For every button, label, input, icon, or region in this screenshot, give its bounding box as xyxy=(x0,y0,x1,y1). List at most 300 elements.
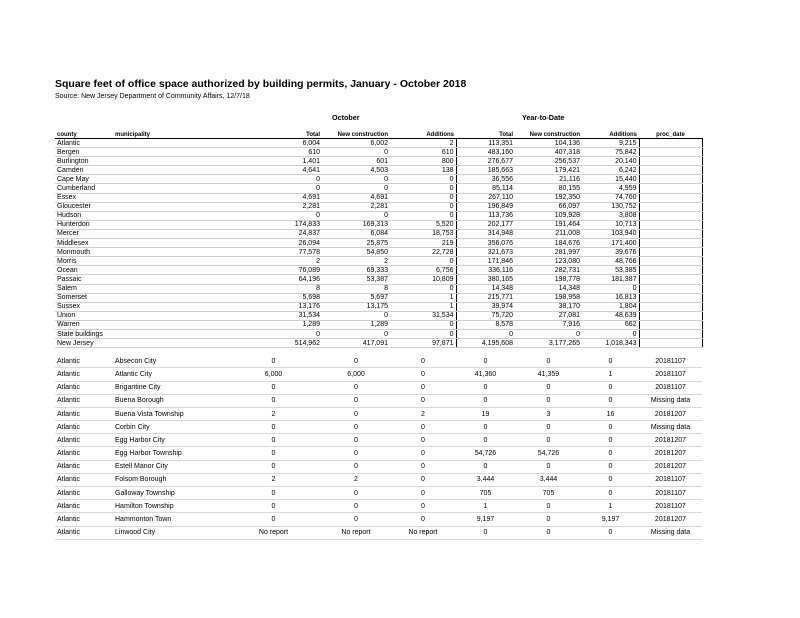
cell-oct-total: 26,094 xyxy=(225,239,322,248)
cell-county: Atlantic xyxy=(55,513,113,526)
cell-oct-additions: 0 xyxy=(390,211,456,220)
cell-oct-new-construction: 0 xyxy=(322,487,390,500)
cell-oct-total: 0 xyxy=(225,460,322,473)
cell-county: Passaic xyxy=(55,275,113,284)
cell-proc-date xyxy=(639,202,702,211)
cell-municipality xyxy=(113,175,225,184)
county-row xyxy=(55,202,702,211)
cell-proc-date: 20181107 xyxy=(639,381,702,394)
cell-ytd-additions: 0 xyxy=(582,487,639,500)
cell-county: Burlington xyxy=(55,157,113,166)
cell-municipality xyxy=(113,329,225,338)
cell-ytd-additions: 9,215 xyxy=(582,139,639,148)
permits-table xyxy=(55,128,703,540)
cell-municipality xyxy=(113,139,225,148)
cell-oct-new-construction: 0 xyxy=(322,421,390,434)
cell-municipality: Brigantine City xyxy=(113,381,225,394)
cell-oct-new-construction: 6,084 xyxy=(322,229,390,238)
cell-municipality: Atlantic City xyxy=(113,368,225,381)
cell-oct-additions: 0 xyxy=(390,381,456,394)
cell-county: Atlantic xyxy=(55,355,113,368)
cell-municipality xyxy=(113,229,225,238)
cell-oct-total: 2 xyxy=(225,257,322,266)
cell-oct-new-construction: 6,000 xyxy=(322,368,390,381)
cell-ytd-new-construction: 0 xyxy=(515,355,582,368)
cell-proc-date: 20181207 xyxy=(639,460,702,473)
cell-oct-new-construction: 0 xyxy=(322,407,390,420)
cell-oct-total: No report xyxy=(225,526,322,539)
cell-county: Union xyxy=(55,311,113,320)
cell-ytd-new-construction: 0 xyxy=(515,329,582,338)
cell-oct-total: 0 xyxy=(225,211,322,220)
municipality-row xyxy=(55,513,702,526)
cell-proc-date xyxy=(639,166,702,175)
cell-ytd-new-construction: 123,080 xyxy=(515,257,582,266)
cell-ytd-new-construction: 191,464 xyxy=(515,220,582,229)
cell-proc-date xyxy=(639,239,702,248)
cell-county: Mercer xyxy=(55,229,113,238)
cell-oct-total: 4,641 xyxy=(225,166,322,175)
cell-proc-date: 20181207 xyxy=(639,407,702,420)
cell-oct-total: 1,289 xyxy=(225,320,322,329)
cell-oct-additions: 5,520 xyxy=(390,220,456,229)
cell-ytd-new-construction: 281,997 xyxy=(515,248,582,257)
cell-oct-additions: 0 xyxy=(390,184,456,193)
cell-ytd-new-construction: 0 xyxy=(515,513,582,526)
cell-ytd-new-construction: 7,916 xyxy=(515,320,582,329)
county-row xyxy=(55,139,702,148)
cell-ytd-new-construction: 3,177,265 xyxy=(515,339,582,348)
cell-oct-new-construction: 54,850 xyxy=(322,248,390,257)
cell-county: Ocean xyxy=(55,266,113,275)
cell-oct-additions: 0 xyxy=(390,202,456,211)
cell-oct-new-construction: 0 xyxy=(322,447,390,460)
cell-oct-total: 0 xyxy=(225,184,322,193)
cell-ytd-total: 321,673 xyxy=(456,248,515,257)
cell-ytd-new-construction: 0 xyxy=(515,434,582,447)
cell-county: Atlantic xyxy=(55,421,113,434)
cell-ytd-total: 0 xyxy=(456,434,515,447)
cell-oct-total: 0 xyxy=(225,500,322,513)
cell-oct-additions: 0 xyxy=(390,460,456,473)
cell-ytd-total: 8,578 xyxy=(456,320,515,329)
cell-ytd-additions: 1 xyxy=(582,368,639,381)
cell-ytd-total: 75,720 xyxy=(456,311,515,320)
cell-ytd-new-construction: 41,359 xyxy=(515,368,582,381)
cell-county: Atlantic xyxy=(55,473,113,486)
cell-oct-additions: 138 xyxy=(390,166,456,175)
cell-oct-total: 0 xyxy=(225,394,322,407)
cell-ytd-new-construction: 0 xyxy=(515,460,582,473)
cell-oct-new-construction: 5,697 xyxy=(322,293,390,302)
cell-municipality xyxy=(113,166,225,175)
cell-proc-date xyxy=(639,320,702,329)
cell-ytd-total: 267,110 xyxy=(456,193,515,202)
cell-municipality: Estell Manor City xyxy=(113,460,225,473)
year-to-date-group-header: Year-to-Date xyxy=(522,113,565,122)
cell-ytd-additions: 0 xyxy=(582,421,639,434)
cell-oct-additions: 0 xyxy=(390,394,456,407)
county-row xyxy=(55,257,702,266)
cell-oct-total: 5,698 xyxy=(225,293,322,302)
cell-county: Cumberland xyxy=(55,184,113,193)
cell-ytd-total: 314,948 xyxy=(456,229,515,238)
cell-oct-additions: 0 xyxy=(390,257,456,266)
cell-proc-date xyxy=(639,248,702,257)
cell-county: Atlantic xyxy=(55,139,113,148)
cell-municipality xyxy=(113,248,225,257)
cell-oct-total: 0 xyxy=(225,421,322,434)
cell-oct-total: 77,578 xyxy=(225,248,322,257)
cell-oct-new-construction: 0 xyxy=(322,500,390,513)
municipality-row xyxy=(55,394,702,407)
spacer-cell xyxy=(456,348,515,356)
county-row xyxy=(55,329,702,338)
spacer-cell xyxy=(55,348,113,356)
cell-oct-total: 6,000 xyxy=(225,368,322,381)
county-row xyxy=(55,166,702,175)
spacer-cell xyxy=(225,348,322,356)
cell-ytd-additions: 0 xyxy=(582,394,639,407)
cell-oct-total: 0 xyxy=(225,381,322,394)
cell-ytd-new-construction: 407,318 xyxy=(515,148,582,157)
cell-ytd-total: 1 xyxy=(456,500,515,513)
cell-ytd-total: 380,165 xyxy=(456,275,515,284)
cell-county: Morris xyxy=(55,257,113,266)
cell-ytd-new-construction: 0 xyxy=(515,381,582,394)
cell-county: Atlantic xyxy=(55,487,113,500)
cell-proc-date xyxy=(639,211,702,220)
cell-oct-new-construction: 13,175 xyxy=(322,302,390,311)
cell-municipality xyxy=(113,239,225,248)
cell-oct-new-construction: 0 xyxy=(322,329,390,338)
cell-proc-date: 20181107 xyxy=(639,500,702,513)
cell-county: Sussex xyxy=(55,302,113,311)
cell-ytd-additions: 4,959 xyxy=(582,184,639,193)
cell-oct-additions: 6,756 xyxy=(390,266,456,275)
cell-proc-date xyxy=(639,302,702,311)
cell-oct-total: 4,691 xyxy=(225,193,322,202)
cell-county: Atlantic xyxy=(55,394,113,407)
cell-ytd-additions: 16,813 xyxy=(582,293,639,302)
cell-ytd-total: 0 xyxy=(456,381,515,394)
cell-ytd-total: 0 xyxy=(456,460,515,473)
cell-ytd-total: 54,726 xyxy=(456,447,515,460)
cell-proc-date xyxy=(639,229,702,238)
cell-ytd-new-construction: 3,444 xyxy=(515,473,582,486)
cell-ytd-total: 113,351 xyxy=(456,139,515,148)
cell-oct-total: 64,196 xyxy=(225,275,322,284)
county-row xyxy=(55,184,702,193)
cell-oct-new-construction: 2 xyxy=(322,473,390,486)
cell-oct-total: 0 xyxy=(225,329,322,338)
cell-ytd-additions: 0 xyxy=(582,460,639,473)
cell-municipality xyxy=(113,320,225,329)
cell-proc-date: 20181207 xyxy=(639,513,702,526)
cell-ytd-total: 356,076 xyxy=(456,239,515,248)
cell-municipality xyxy=(113,148,225,157)
cell-municipality xyxy=(113,275,225,284)
cell-county: State buildings xyxy=(55,329,113,338)
cell-ytd-new-construction: 282,731 xyxy=(515,266,582,275)
county-row xyxy=(55,275,702,284)
cell-proc-date xyxy=(639,311,702,320)
cell-ytd-new-construction: 0 xyxy=(515,421,582,434)
col-header-oct-total: Total xyxy=(225,128,322,139)
cell-municipality xyxy=(113,184,225,193)
cell-ytd-new-construction: 27,081 xyxy=(515,311,582,320)
spacer-cell xyxy=(639,348,702,356)
cell-oct-additions: 0 xyxy=(390,193,456,202)
cell-ytd-total: 0 xyxy=(456,355,515,368)
county-row xyxy=(55,339,702,348)
cell-oct-additions: 0 xyxy=(390,434,456,447)
cell-municipality xyxy=(113,284,225,293)
cell-oct-additions: 2 xyxy=(390,407,456,420)
cell-oct-additions: 0 xyxy=(390,447,456,460)
spacer-cell xyxy=(582,348,639,356)
cell-ytd-additions: 16 xyxy=(582,407,639,420)
cell-oct-total: 6,004 xyxy=(225,139,322,148)
cell-proc-date xyxy=(639,175,702,184)
cell-municipality xyxy=(113,339,225,348)
cell-proc-date xyxy=(639,275,702,284)
cell-ytd-additions: 20,140 xyxy=(582,157,639,166)
cell-oct-total: 1,401 xyxy=(225,157,322,166)
cell-oct-new-construction: 0 xyxy=(322,381,390,394)
cell-ytd-additions: 1 xyxy=(582,500,639,513)
cell-ytd-new-construction: 192,350 xyxy=(515,193,582,202)
report-source: Source: New Jersey Department of Community Affairs, 12/7/18 xyxy=(55,93,250,100)
cell-oct-total: 31,534 xyxy=(225,311,322,320)
cell-proc-date xyxy=(639,157,702,166)
cell-ytd-additions: 74,760 xyxy=(582,193,639,202)
cell-oct-new-construction: 0 xyxy=(322,148,390,157)
cell-county: Atlantic xyxy=(55,460,113,473)
cell-oct-new-construction: 8 xyxy=(322,284,390,293)
county-row xyxy=(55,157,702,166)
municipality-row xyxy=(55,460,702,473)
cell-oct-additions: 0 xyxy=(390,487,456,500)
cell-oct-total: 0 xyxy=(225,447,322,460)
county-row xyxy=(55,248,702,257)
col-header-oct-new-construction: New construction xyxy=(322,128,390,139)
cell-ytd-total: 4,195,608 xyxy=(456,339,515,348)
cell-county: Monmouth xyxy=(55,248,113,257)
cell-municipality: Egg Harbor Township xyxy=(113,447,225,460)
county-row xyxy=(55,293,702,302)
cell-county: Cape May xyxy=(55,175,113,184)
county-row xyxy=(55,320,702,329)
cell-oct-new-construction: 169,313 xyxy=(322,220,390,229)
cell-oct-additions: 800 xyxy=(390,157,456,166)
cell-municipality xyxy=(113,311,225,320)
cell-oct-total: 0 xyxy=(225,175,322,184)
cell-ytd-new-construction: 198,778 xyxy=(515,275,582,284)
cell-ytd-additions: 53,385 xyxy=(582,266,639,275)
cell-oct-new-construction: 0 xyxy=(322,434,390,447)
cell-county: Essex xyxy=(55,193,113,202)
cell-ytd-new-construction: 104,136 xyxy=(515,139,582,148)
cell-municipality: Hammonton Town xyxy=(113,513,225,526)
cell-proc-date: 20181107 xyxy=(639,487,702,500)
cell-ytd-total: 14,348 xyxy=(456,284,515,293)
cell-municipality xyxy=(113,257,225,266)
cell-oct-new-construction: 4,691 xyxy=(322,193,390,202)
cell-ytd-additions: 9,197 xyxy=(582,513,639,526)
cell-oct-new-construction: 2,281 xyxy=(322,202,390,211)
cell-proc-date xyxy=(639,293,702,302)
cell-oct-total: 610 xyxy=(225,148,322,157)
cell-county: Middlesex xyxy=(55,239,113,248)
cell-oct-total: 76,089 xyxy=(225,266,322,275)
municipality-row xyxy=(55,407,702,420)
cell-proc-date: Missing data xyxy=(639,394,702,407)
county-row xyxy=(55,302,702,311)
municipality-row xyxy=(55,500,702,513)
cell-ytd-new-construction: 256,537 xyxy=(515,157,582,166)
municipality-row xyxy=(55,447,702,460)
cell-county: Bergen xyxy=(55,148,113,157)
cell-ytd-total: 9,197 xyxy=(456,513,515,526)
cell-ytd-total: 483,160 xyxy=(456,148,515,157)
cell-ytd-new-construction: 198,958 xyxy=(515,293,582,302)
cell-municipality: Buena Vista Township xyxy=(113,407,225,420)
cell-oct-new-construction: 601 xyxy=(322,157,390,166)
cell-county: Atlantic xyxy=(55,500,113,513)
cell-municipality xyxy=(113,211,225,220)
cell-ytd-new-construction: 38,170 xyxy=(515,302,582,311)
column-header-row xyxy=(55,128,702,139)
cell-oct-additions: 0 xyxy=(390,320,456,329)
cell-proc-date: 20181107 xyxy=(639,473,702,486)
cell-oct-new-construction: 0 xyxy=(322,394,390,407)
cell-ytd-new-construction: 0 xyxy=(515,394,582,407)
cell-oct-additions: 22,728 xyxy=(390,248,456,257)
county-row xyxy=(55,239,702,248)
cell-ytd-additions: 0 xyxy=(582,434,639,447)
cell-municipality xyxy=(113,193,225,202)
cell-ytd-additions: 75,842 xyxy=(582,148,639,157)
cell-ytd-total: 171,846 xyxy=(456,257,515,266)
cell-oct-additions: 610 xyxy=(390,148,456,157)
october-group-header: October xyxy=(332,113,360,122)
cell-municipality: Linwood City xyxy=(113,526,225,539)
cell-ytd-additions: 130,752 xyxy=(582,202,639,211)
cell-proc-date xyxy=(639,184,702,193)
cell-oct-new-construction: No report xyxy=(322,526,390,539)
cell-ytd-additions: 0 xyxy=(582,473,639,486)
cell-ytd-total: 0 xyxy=(456,421,515,434)
cell-ytd-new-construction: 3 xyxy=(515,407,582,420)
cell-municipality xyxy=(113,302,225,311)
cell-oct-total: 2,281 xyxy=(225,202,322,211)
col-header-proc-date: proc_date xyxy=(639,128,702,139)
county-row xyxy=(55,175,702,184)
municipality-row xyxy=(55,473,702,486)
cell-oct-additions: 219 xyxy=(390,239,456,248)
cell-oct-additions: 0 xyxy=(390,500,456,513)
cell-ytd-total: 215,771 xyxy=(456,293,515,302)
col-header-ytd-additions: Additions xyxy=(582,128,639,139)
cell-ytd-total: 85,114 xyxy=(456,184,515,193)
cell-ytd-total: 336,116 xyxy=(456,266,515,275)
cell-ytd-additions: 0 xyxy=(582,526,639,539)
municipality-row xyxy=(55,487,702,500)
cell-county: Atlantic xyxy=(55,368,113,381)
cell-ytd-additions: 0 xyxy=(582,381,639,394)
cell-oct-additions: 2 xyxy=(390,139,456,148)
cell-ytd-additions: 171,400 xyxy=(582,239,639,248)
cell-ytd-total: 276,677 xyxy=(456,157,515,166)
cell-ytd-new-construction: 184,676 xyxy=(515,239,582,248)
county-row xyxy=(55,211,702,220)
cell-county: Gloucester xyxy=(55,202,113,211)
cell-ytd-total: 196,849 xyxy=(456,202,515,211)
col-header-municipality: municipality xyxy=(113,128,225,139)
cell-municipality xyxy=(113,266,225,275)
cell-oct-total: 0 xyxy=(225,487,322,500)
cell-proc-date xyxy=(639,257,702,266)
cell-county: Warren xyxy=(55,320,113,329)
cell-proc-date: 20181107 xyxy=(639,368,702,381)
cell-oct-additions: No report xyxy=(390,526,456,539)
cell-oct-additions: 0 xyxy=(390,368,456,381)
cell-oct-total: 514,962 xyxy=(225,339,322,348)
cell-oct-new-construction: 0 xyxy=(322,211,390,220)
cell-oct-new-construction: 417,091 xyxy=(322,339,390,348)
cell-ytd-additions: 10,713 xyxy=(582,220,639,229)
cell-oct-new-construction: 0 xyxy=(322,311,390,320)
cell-municipality xyxy=(113,220,225,229)
col-header-ytd-total: Total xyxy=(456,128,515,139)
col-header-county: county xyxy=(55,128,113,139)
cell-county: Atlantic xyxy=(55,407,113,420)
cell-county: New Jersey xyxy=(55,339,113,348)
cell-ytd-additions: 181,387 xyxy=(582,275,639,284)
cell-ytd-additions: 6,242 xyxy=(582,166,639,175)
cell-ytd-new-construction: 211,008 xyxy=(515,229,582,238)
municipality-row xyxy=(55,355,702,368)
spacer-cell xyxy=(322,348,390,356)
cell-county: Atlantic xyxy=(55,381,113,394)
cell-ytd-additions: 103,940 xyxy=(582,229,639,238)
cell-ytd-total: 3,444 xyxy=(456,473,515,486)
report-title: Square feet of office space authorized by building permits, January - October 2018 xyxy=(55,78,467,90)
county-row xyxy=(55,311,702,320)
cell-oct-additions: 0 xyxy=(390,421,456,434)
cell-oct-total: 0 xyxy=(225,513,322,526)
cell-ytd-additions: 1,804 xyxy=(582,302,639,311)
cell-ytd-total: 202,177 xyxy=(456,220,515,229)
county-row xyxy=(55,266,702,275)
cell-oct-additions: 0 xyxy=(390,513,456,526)
cell-ytd-additions: 0 xyxy=(582,284,639,293)
cell-oct-total: 0 xyxy=(225,434,322,447)
cell-ytd-total: 36,556 xyxy=(456,175,515,184)
municipality-row xyxy=(55,526,702,539)
county-row xyxy=(55,220,702,229)
cell-ytd-new-construction: 0 xyxy=(515,500,582,513)
cell-ytd-additions: 39,676 xyxy=(582,248,639,257)
spacer-cell xyxy=(515,348,582,356)
cell-oct-new-construction: 0 xyxy=(322,355,390,368)
cell-proc-date xyxy=(639,193,702,202)
cell-ytd-new-construction: 54,726 xyxy=(515,447,582,460)
cell-proc-date: 20181207 xyxy=(639,447,702,460)
cell-oct-additions: 0 xyxy=(390,329,456,338)
cell-oct-additions: 1 xyxy=(390,293,456,302)
